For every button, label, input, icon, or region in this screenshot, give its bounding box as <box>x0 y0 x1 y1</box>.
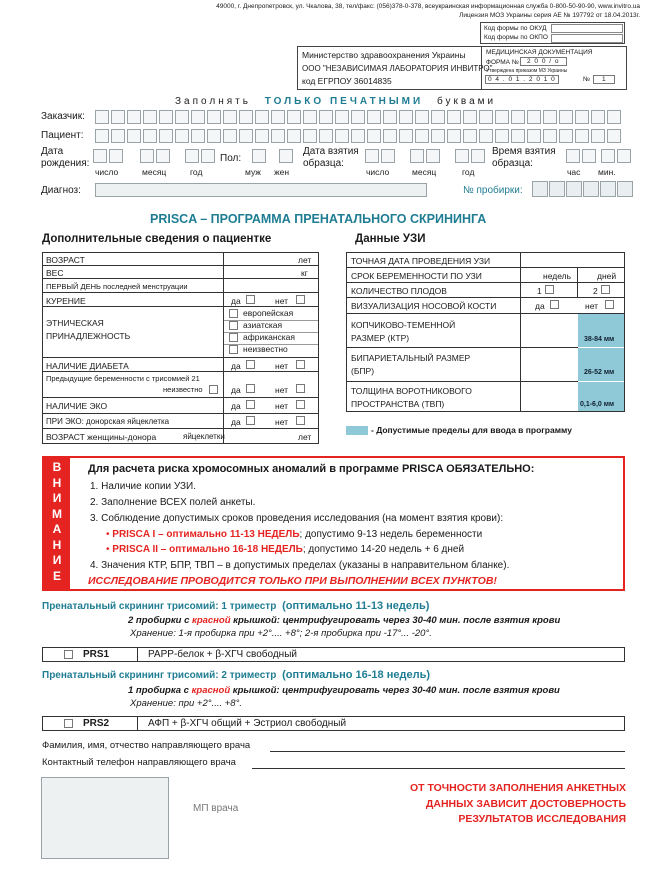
patient-label: Пациент: <box>41 130 84 141</box>
letter-cell[interactable] <box>566 149 580 163</box>
prisca1-line: • PRISCA I – оптимально 11-13 НЕДЕЛЬ; допустимо 9-13 недель беременности <box>106 529 483 540</box>
letter-cell[interactable] <box>431 129 445 143</box>
diagnosis-label: Диагноз: <box>41 185 81 196</box>
attention-warning: ИССЛЕДОВАНИЕ ПРОВОДИТСЯ ТОЛЬКО ПРИ ВЫПОЛНЕНИИ ВСЕХ ПУНКТОВ! <box>88 575 497 587</box>
gender-label: Пол: <box>220 153 242 164</box>
weight-unit: кг <box>301 268 308 278</box>
fetus-one-checkbox[interactable] <box>545 285 554 294</box>
age-label: ВОЗРАСТ <box>46 255 85 265</box>
letter-cell[interactable] <box>431 110 445 124</box>
letter-cell[interactable] <box>351 129 365 143</box>
letter-cell[interactable] <box>383 129 397 143</box>
fill-instruction-part3: буквами <box>436 96 497 107</box>
screening2-title-b: (оптимально 16-18 недель) <box>282 669 430 681</box>
letter-cell[interactable] <box>335 110 349 124</box>
prev-preg-unknown-checkbox[interactable] <box>209 385 218 394</box>
letter-cell[interactable] <box>367 110 381 124</box>
letter-cell[interactable] <box>239 110 253 124</box>
donor-age-unit: лет <box>298 432 312 442</box>
sample-month-sub: месяц <box>412 167 437 177</box>
letter-cell[interactable] <box>607 129 621 143</box>
attention-item4: 4. Значения КТР, БПР, ТВП – в допустимых пределах (указаны в направительном бланке). <box>90 560 510 571</box>
letter-cell[interactable] <box>495 129 509 143</box>
company-name: ООО "НЕЗАВИСИМАЯ ЛАБОРАТОРИЯ ИНВИТРО" <box>302 64 493 73</box>
letter-cell[interactable] <box>271 110 285 124</box>
prs2-code: PRS2 <box>83 718 110 729</box>
attention-vertical-bar <box>44 458 70 589</box>
address-line: 49000, г. Днепропетровск, ул. Чкалова, 38, тел/факс: (056)378-0-378, всеукраинская информационная служба 0-800-50-90-90, www.invitro.ua <box>216 3 640 10</box>
med-doc-label: МЕДИЦИНСКАЯ ДОКУМЕНТАЦИЯ <box>486 49 593 56</box>
letter-cell[interactable] <box>447 129 461 143</box>
letter-cell[interactable] <box>127 129 141 143</box>
letter-cell[interactable] <box>511 110 525 124</box>
smoking-yes: да <box>231 296 241 306</box>
prs1-desc: PAPP-белок + β-ХГЧ свободный <box>148 649 297 660</box>
screening2-line1-a: 1 пробирка с <box>128 685 192 696</box>
fill-instruction-part1: Заполнять <box>175 96 251 107</box>
approved-label: Утверждена приказом МЗ Украины <box>486 68 568 74</box>
doctor-name-label: Фамилия, имя, отчество направляющего врача <box>42 740 251 751</box>
birth-day-sub: число <box>95 167 119 177</box>
screening2-line1 <box>128 685 560 696</box>
letter-cell[interactable] <box>479 129 493 143</box>
screening1-line1-a: 2 пробирки с <box>128 615 192 626</box>
letter-cell[interactable] <box>479 110 493 124</box>
diabetes-no-checkbox[interactable] <box>296 360 305 369</box>
letter-cell[interactable] <box>415 129 429 143</box>
letter-cell[interactable] <box>399 110 413 124</box>
letter-cell[interactable] <box>399 129 413 143</box>
letter-cell[interactable] <box>511 129 525 143</box>
screening1-title-b: (оптимально 11-13 недель) <box>282 600 430 612</box>
letter-cell[interactable] <box>600 181 616 197</box>
okpo-field[interactable] <box>551 34 623 43</box>
ethnic-option-checkbox[interactable] <box>229 333 238 342</box>
letter-cell[interactable] <box>532 181 548 197</box>
tube-no-label: № пробирки: <box>463 185 523 196</box>
attention-letter: В <box>52 460 62 474</box>
screening2-storage: Хранение: при +2°.... +8°. <box>130 698 243 709</box>
program-title: PRISCA – ПРОГРАММА ПРЕНАТАЛЬНОГО СКРИНИНГА <box>150 212 487 226</box>
letter-cell[interactable] <box>559 129 573 143</box>
letter-cell[interactable] <box>527 129 541 143</box>
ethnic-option-label: азиатская <box>243 320 283 330</box>
prs1-code: PRS1 <box>83 649 110 660</box>
letter-cell[interactable] <box>287 110 301 124</box>
letter-cell[interactable] <box>559 110 573 124</box>
letter-cell[interactable] <box>95 129 109 143</box>
letter-cell[interactable] <box>255 110 269 124</box>
prs2-checkbox[interactable] <box>64 719 73 728</box>
sample-time-label: Время взятия образца: <box>492 146 556 169</box>
letter-cell[interactable] <box>591 129 605 143</box>
letter-cell[interactable] <box>617 149 631 163</box>
sample-day-sub: число <box>366 167 390 177</box>
letter-cell[interactable] <box>447 110 461 124</box>
legend-text: - Допустимые пределы для ввода в программу <box>371 425 572 435</box>
attention-letter: И <box>52 553 62 567</box>
female-sub: жен <box>274 167 290 177</box>
fill-instruction-part2: ТОЛЬКО ПЕЧАТНЫМИ <box>264 96 424 107</box>
uzi-date-label: ТОЧНАЯ ДАТА ПРОВЕДЕНИЯ УЗИ <box>351 256 491 266</box>
attention-letter: Н <box>52 475 62 490</box>
uzi-weeks: недель <box>543 271 572 281</box>
letter-cell[interactable] <box>463 110 477 124</box>
letter-cell[interactable] <box>303 129 317 143</box>
letter-cell[interactable] <box>239 129 253 143</box>
eggcells-label: яйцеклетки <box>183 432 225 441</box>
letter-cell[interactable] <box>617 181 633 197</box>
birth-month-sub: месяц <box>142 167 167 177</box>
letter-cell[interactable] <box>109 149 123 163</box>
birth-year-sub: год <box>190 167 203 177</box>
ethnic-option-label: европейская <box>243 308 294 318</box>
letter-cell[interactable] <box>279 149 293 163</box>
code-okud-label: Код формы по ОКУД <box>484 25 547 32</box>
letter-cell[interactable] <box>527 110 541 124</box>
smoking-no-checkbox[interactable] <box>296 295 305 304</box>
ministry-box <box>297 46 627 90</box>
sample-date-label: Дата взятия образца: <box>303 146 359 169</box>
letter-cell[interactable] <box>463 129 477 143</box>
letter-cell[interactable] <box>365 149 379 163</box>
letter-cell[interactable] <box>111 129 125 143</box>
letter-cell[interactable] <box>175 129 189 143</box>
ivf-no-checkbox[interactable] <box>296 400 305 409</box>
minute-sub: мин. <box>598 167 616 177</box>
age-unit: лет <box>298 255 312 265</box>
letter-cell[interactable] <box>255 129 269 143</box>
ministry-name: Министерство здравоохранения Украины <box>302 50 466 60</box>
letter-cell[interactable] <box>495 110 509 124</box>
screening2-line1-red: красной <box>191 685 231 696</box>
birth-date-label: Дата рождения: <box>41 146 90 169</box>
nasal-no: нет <box>585 301 599 311</box>
prs1-checkbox[interactable] <box>64 650 73 659</box>
okud-field[interactable] <box>551 24 623 33</box>
letter-cell[interactable] <box>367 129 381 143</box>
ivf-no: нет <box>275 401 289 411</box>
bpr-label: БИПАРИЕТАЛЬНЫЙ РАЗМЕР (БПР) <box>351 353 471 376</box>
ethnic-option-checkbox[interactable] <box>229 345 238 354</box>
ivf-donor-yes-checkbox[interactable] <box>246 416 255 425</box>
customer-label: Заказчик: <box>41 111 85 122</box>
edrpou-code: код ЕГРПОУ 36014835 <box>302 76 392 86</box>
letter-cell[interactable] <box>207 129 221 143</box>
ethnic-label: ЭТНИЧЕСКАЯ ПРИНАДЛЕЖНОСТЬ <box>46 318 131 341</box>
ethnic-option-checkbox[interactable] <box>229 309 238 318</box>
form-no-label: ФОРМА № <box>486 59 519 66</box>
doctor-phone-line[interactable] <box>252 768 625 769</box>
letter-cell[interactable] <box>271 129 285 143</box>
screening1-line1 <box>128 615 560 626</box>
screening2-line1-b: крышкой: центрифугировать через 30-40 мин. после взятия крови <box>230 685 560 696</box>
attention-box <box>42 456 625 591</box>
letter-cell[interactable] <box>383 110 397 124</box>
nasal-no-checkbox[interactable] <box>605 300 614 309</box>
attention-letter: Н <box>52 537 62 552</box>
ethnic-option-label: неизвестно <box>243 344 288 354</box>
letter-cell[interactable] <box>381 149 395 163</box>
footer-warning-line3: РЕЗУЛЬТАТОВ ИССЛЕДОВАНИЯ <box>458 813 626 825</box>
ivf-yes-checkbox[interactable] <box>246 400 255 409</box>
screening1-line1-red: красной <box>192 615 231 626</box>
tvp-range: 0,1-6,0 мм <box>580 401 615 408</box>
prev-preg-label: Предыдущие беременности с трисомией 21 <box>46 374 200 383</box>
smoking-no: нет <box>275 296 289 306</box>
screening1-title <box>42 600 429 612</box>
order-date: 0 4 . 0 1 . 2 0 1 0 <box>485 75 559 84</box>
order-no: 1 <box>593 75 615 84</box>
letter-cell[interactable] <box>207 110 221 124</box>
screening1-line1-b: крышкой: центрифугировать через 30-40 мин. после взятия крови <box>230 615 561 626</box>
ivf-yes: да <box>231 401 241 411</box>
hour-sub: час <box>567 167 581 177</box>
prev-preg-yes: да <box>231 385 241 395</box>
letter-cell[interactable] <box>582 149 596 163</box>
letter-cell[interactable] <box>143 110 157 124</box>
attention-heading: Для расчета риска хромосомных аномалий в программе PRISCA ОБЯЗАТЕЛЬНО: <box>88 463 535 475</box>
prev-preg-unknown: неизвестно <box>163 385 203 394</box>
tvp-label: ТОЛЩИНА ВОРОТНИКОВОГО ПРОСТРАНСТВА (ТВП) <box>351 386 472 409</box>
extra-info-title: Дополнительные сведения о пациентке <box>42 233 272 245</box>
letter-cell[interactable] <box>185 149 199 163</box>
letter-cell[interactable] <box>601 149 615 163</box>
letter-cell[interactable] <box>426 149 440 163</box>
attention-vertical-text <box>44 460 70 584</box>
prisca1-rest: ; допустимо 9-13 недель беременности <box>299 529 483 540</box>
letter-cell[interactable] <box>191 110 205 124</box>
prs1-row[interactable] <box>42 647 625 662</box>
letter-cell[interactable] <box>143 129 157 143</box>
form-codes-box <box>480 22 625 44</box>
ivf-label: НАЛИЧИЕ ЭКО <box>46 401 108 411</box>
fetus-one: 1 <box>537 286 542 296</box>
letter-cell[interactable] <box>575 129 589 143</box>
attention-letter: Е <box>52 568 61 583</box>
attention-letter: М <box>52 506 62 521</box>
letter-cell[interactable] <box>159 129 173 143</box>
letter-cell[interactable] <box>566 181 582 197</box>
letter-cell[interactable] <box>111 110 125 124</box>
letter-cell[interactable] <box>223 110 237 124</box>
letter-cell[interactable] <box>410 149 424 163</box>
ktr-range: 38-84 мм <box>584 336 615 343</box>
letter-cell[interactable] <box>543 129 557 143</box>
uzi-term-label: СРОК БЕРЕМЕННОСТИ ПО УЗИ <box>351 271 482 281</box>
doctor-name-line[interactable] <box>270 751 625 752</box>
ivf-donor-no: нет <box>275 417 289 427</box>
letter-cell[interactable] <box>471 149 485 163</box>
screening1-storage: Хранение: 1-я пробирка при +2°.... +8°; 2-я пробирка при -17°... -20°. <box>130 628 432 639</box>
letter-cell[interactable] <box>287 129 301 143</box>
fetus-two: 2 <box>593 286 598 296</box>
ivf-donor-no-checkbox[interactable] <box>296 416 305 425</box>
diabetes-label: НАЛИЧИЕ ДИАБЕТА <box>46 361 129 371</box>
stamp-area <box>41 777 169 859</box>
extra-info-table <box>42 252 319 444</box>
footer-warning-line2: ДАННЫХ ЗАВИСИТ ДОСТОВЕРНОСТЬ <box>425 797 626 810</box>
smoking-yes-checkbox[interactable] <box>246 295 255 304</box>
diabetes-yes: да <box>231 361 241 371</box>
letter-cell[interactable] <box>319 110 333 124</box>
letter-cell[interactable] <box>303 110 317 124</box>
ethnic-option-checkbox[interactable] <box>229 321 238 330</box>
fill-instruction <box>175 96 496 107</box>
lmp-label: ПЕРВЫЙ ДЕНЬ последней менструации <box>46 282 188 291</box>
letter-cell[interactable] <box>127 110 141 124</box>
attention-item1: 1. Наличие копии УЗИ. <box>90 481 197 492</box>
fetus-two-checkbox[interactable] <box>601 285 610 294</box>
range-highlight <box>578 314 624 411</box>
fetus-count-label: КОЛИЧЕСТВО ПЛОДОВ <box>351 286 447 296</box>
legend-swatch <box>346 426 368 435</box>
letter-cell[interactable] <box>335 129 349 143</box>
letter-cell[interactable] <box>351 110 365 124</box>
footer-warning <box>370 781 626 828</box>
diagnosis-field[interactable] <box>95 183 427 197</box>
prisca2-red: PRISCA II – оптимально 16-18 НЕДЕЛЬ <box>112 544 303 555</box>
letter-cell[interactable] <box>159 110 173 124</box>
prisca2-line: • PRISCA II – оптимально 16-18 НЕДЕЛЬ; допустимо 14-20 недель + 6 дней <box>106 544 465 555</box>
sample-year-sub: год <box>462 167 475 177</box>
uzi-table <box>346 252 625 412</box>
letter-cell[interactable] <box>140 149 154 163</box>
nasal-yes-checkbox[interactable] <box>550 300 559 309</box>
form-digits: 2 0 0 / о <box>520 57 567 66</box>
attention-item2: 2. Заполнение ВСЕХ полей анкеты. <box>90 497 256 508</box>
screening2-title <box>42 669 430 681</box>
prs2-row[interactable] <box>42 716 625 731</box>
letter-cell[interactable] <box>591 110 605 124</box>
screening1-title-a: Пренатальный скрининг трисомий: 1 триместр <box>42 601 277 612</box>
code-okpo-label: Код формы по ОКПО <box>484 34 548 41</box>
letter-cell[interactable] <box>607 110 621 124</box>
donor-age-label: ВОЗРАСТ женщины-донора <box>46 432 157 442</box>
letter-cell[interactable] <box>252 149 266 163</box>
letter-cell[interactable] <box>415 110 429 124</box>
letter-cell[interactable] <box>543 110 557 124</box>
uzi-days: дней <box>597 271 617 281</box>
male-sub: муж <box>245 167 261 177</box>
prisca1-red: PRISCA I – оптимально 11-13 НЕДЕЛЬ <box>112 529 300 540</box>
ivf-donor-label: ПРИ ЭКО: донорская яйцеклетка <box>46 417 170 426</box>
prev-preg-yes-checkbox[interactable] <box>246 384 255 393</box>
letter-cell[interactable] <box>201 149 215 163</box>
smoking-label: КУРЕНИЕ <box>46 296 86 306</box>
attention-letter: А <box>52 522 62 536</box>
diabetes-yes-checkbox[interactable] <box>246 360 255 369</box>
order-no-label: № <box>583 76 590 83</box>
bpr-range: 26-52 мм <box>584 369 615 376</box>
attention-item3: 3. Соблюдение допустимых сроков проведения исследования (на момент взятия крови): <box>90 513 504 524</box>
attention-letter: И <box>52 491 62 505</box>
letter-cell[interactable] <box>319 129 333 143</box>
letter-cell[interactable] <box>156 149 170 163</box>
prev-preg-no-checkbox[interactable] <box>296 384 305 393</box>
prev-preg-no: нет <box>275 385 289 395</box>
letter-cell[interactable] <box>95 110 109 124</box>
ethnic-option-label: африканская <box>243 332 296 342</box>
letter-cell[interactable] <box>455 149 469 163</box>
doctor-phone-label: Контактный телефон направляющего врача <box>42 757 236 768</box>
uzi-title: Данные УЗИ <box>355 233 426 245</box>
letter-cell[interactable] <box>583 181 599 197</box>
weight-label: ВЕС <box>46 268 64 278</box>
ktr-label: КОПЧИКОВО-ТЕМЕННОЙ РАЗМЕР (КТР) <box>351 320 456 343</box>
nasal-label: ВИЗУАЛИЗАЦИЯ НОСОВОЙ КОСТИ <box>351 301 497 311</box>
letter-cell[interactable] <box>223 129 237 143</box>
prisca2-rest: ; допустимо 14-20 недель + 6 дней <box>302 544 465 555</box>
letter-cell[interactable] <box>93 149 107 163</box>
stamp-label: МП врача <box>193 803 239 814</box>
ivf-donor-yes: да <box>231 417 241 427</box>
screening2-title-a: Пренатальный скрининг трисомий: 2 триместр <box>42 670 277 681</box>
prs2-desc: АФП + β-ХГЧ общий + Эстриол свободный <box>148 718 347 729</box>
letter-cell[interactable] <box>549 181 565 197</box>
letter-cell[interactable] <box>191 129 205 143</box>
license-line: Лицензия МОЗ Украины серия АЕ № 197792 от 18.04.2013г. <box>459 12 640 19</box>
footer-warning-line1: ОТ ТОЧНОСТИ ЗАПОЛНЕНИЯ АНКЕТНЫХ <box>409 782 626 794</box>
letter-cell[interactable] <box>575 110 589 124</box>
nasal-yes: да <box>535 301 545 311</box>
diabetes-no: нет <box>275 361 289 371</box>
letter-cell[interactable] <box>175 110 189 124</box>
